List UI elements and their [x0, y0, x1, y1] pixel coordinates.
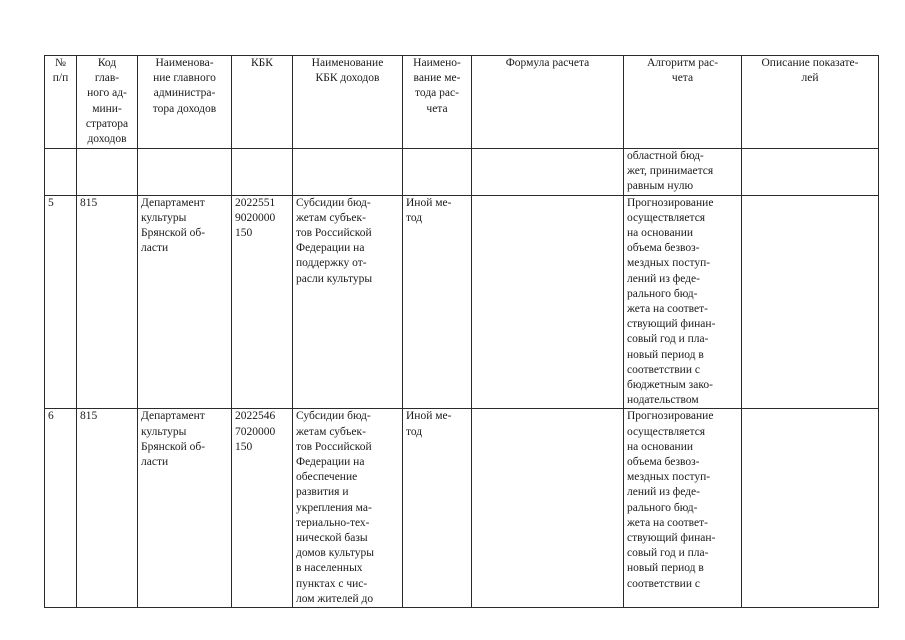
cell-kbk-name [293, 409, 403, 608]
cell-text-line: Субсидии бюд- [296, 410, 371, 423]
table-header-row [45, 56, 879, 149]
cell-kbk [232, 409, 293, 608]
cell-text-line: ние главного [153, 72, 216, 85]
cell-text-line: КБК доходов [315, 72, 380, 85]
cell-text-line: бюджетным зако- [627, 379, 713, 392]
cell-kbk [232, 149, 293, 196]
cell-text-line: тод [406, 211, 423, 224]
cell-admin [138, 195, 232, 409]
cell-text-line: обеспечение [296, 471, 358, 484]
cell-text-line: териально-тех- [296, 516, 370, 529]
cell-text-line: культуры [141, 211, 187, 224]
cell-text-line: объема безвоз- [627, 242, 700, 255]
cell-text-line: Федерации на [296, 456, 365, 469]
cell-text-line: поддержку от- [296, 257, 367, 270]
cell-text-line: укрепления ма- [296, 501, 372, 514]
cell-text-line: в населенных [296, 562, 363, 575]
cell-text-line: п/п [52, 72, 69, 85]
cell-text-line: равным нулю [627, 180, 694, 193]
cell-text-line: Департамент [141, 196, 205, 209]
cell-kbk [232, 195, 293, 409]
header-num [45, 56, 77, 149]
cell-text-line: осуществляется [627, 425, 706, 438]
cell-text-line: тов Российской [296, 440, 372, 453]
cell-text-line: тода рас- [415, 87, 459, 100]
cell-text-line: чета [426, 102, 448, 115]
cell-text-line: объема безвоз- [627, 456, 700, 469]
cell-text-line: 2022551 [235, 196, 276, 209]
header-description [742, 56, 879, 149]
cell-algorithm [624, 409, 742, 608]
cell-text-line: Брянской об- [141, 227, 206, 240]
cell-text-line: тов Российской [296, 227, 372, 240]
cell-text-line: жетам субъек- [296, 211, 366, 224]
cell-admin [138, 409, 232, 608]
cell-method [403, 149, 472, 196]
cell-text-line: Департамент [141, 410, 205, 423]
cell-description [742, 409, 879, 608]
cell-description [742, 195, 879, 409]
cell-text-line: чета [671, 72, 694, 85]
cell-text-line: нодательством [627, 394, 699, 407]
cell-text-line: Прогнозирование [627, 196, 714, 209]
header-formula [472, 56, 624, 149]
cell-kbk-name [293, 195, 403, 409]
cell-text-line: жетам субъек- [296, 425, 366, 438]
cell-text-line: ствующий финан- [627, 318, 716, 331]
cell-text-line: жета на соответ- [627, 303, 708, 316]
cell-text-line: Иной ме- [406, 196, 452, 209]
cell-text-line: соответствии с [627, 577, 700, 590]
cell-text-line: культуры [141, 425, 187, 438]
cell-method [403, 195, 472, 409]
cell-text-line: домов культуры [296, 547, 375, 560]
revenue-forecast-table [44, 55, 879, 608]
cell-text-line: ласти [141, 242, 169, 255]
cell-text-line: ного ад- [87, 87, 127, 100]
cell-text-line: № [55, 57, 66, 69]
cell-num: 6 [45, 409, 77, 608]
cell-text-line: на основании [627, 440, 694, 453]
cell-text-line: 9020000 [235, 211, 276, 224]
table-row-continuation [45, 149, 879, 196]
cell-text-line: Код [97, 57, 117, 69]
cell-formula [472, 149, 624, 196]
cell-text-line: рального бюд- [627, 287, 698, 300]
cell-text-line: стратора [85, 117, 129, 130]
cell-text-line: ласти [141, 456, 169, 469]
cell-algorithm [624, 149, 742, 196]
cell-text-line: Описание показате- [761, 57, 859, 69]
cell-formula [472, 409, 624, 608]
cell-text-line: совый год и пла- [627, 547, 709, 560]
cell-text-line: развития и [296, 486, 349, 499]
table-row [45, 195, 879, 409]
cell-code: 815 [77, 195, 138, 409]
cell-text-line: Субсидии бюд- [296, 196, 371, 209]
cell-text-line: Формула расчета [505, 57, 590, 69]
cell-text-line: лом жителей до [296, 592, 374, 605]
cell-text-line: вание ме- [413, 72, 461, 85]
cell-kbk-name [293, 149, 403, 196]
cell-text-line: КБК [251, 57, 273, 69]
cell-text-line: 150 [235, 440, 253, 453]
cell-text-line: Наименова- [155, 57, 214, 69]
cell-text-line: новый период в [627, 348, 704, 361]
cell-text-line: пунктах с чис- [296, 577, 368, 590]
cell-text-line: осуществляется [627, 211, 706, 224]
cell-text-line: тора доходов [152, 102, 217, 115]
cell-num: 5 [45, 195, 77, 409]
cell-text-line: Алгоритм рас- [646, 57, 719, 69]
cell-text-line: мездных поступ- [627, 471, 711, 484]
cell-text-line: ствующий финан- [627, 532, 716, 545]
cell-description [742, 149, 879, 196]
cell-text-line: Брянской об- [141, 440, 206, 453]
cell-text-line: 2022546 [235, 410, 276, 423]
cell-text-line: Федерации на [296, 242, 365, 255]
cell-text-line: расли культуры [296, 272, 373, 285]
cell-text-line: Наимено- [413, 57, 461, 69]
header-method [403, 56, 472, 149]
cell-text-line: 7020000 [235, 425, 276, 438]
header-admin-name [138, 56, 232, 149]
header-kbk-name [293, 56, 403, 149]
cell-text-line: мездных поступ- [627, 257, 711, 270]
cell-text-line: областной бюд- [627, 150, 704, 162]
cell-text-line: нической базы [296, 532, 368, 545]
cell-text-line: мини- [92, 102, 122, 115]
cell-text-line: лей [801, 72, 819, 85]
cell-text-line: рального бюд- [627, 501, 698, 514]
cell-text-line: совый год и пла- [627, 333, 709, 346]
cell-text-line: лений из феде- [627, 486, 700, 499]
cell-text-line: на основании [627, 227, 694, 240]
header-algorithm [624, 56, 742, 149]
cell-text-line: глав- [94, 72, 120, 85]
cell-text-line: Иной ме- [406, 410, 452, 423]
cell-text-line: жет, принимается [627, 165, 714, 178]
cell-text-line: новый период в [627, 562, 704, 575]
cell-text-line: соответствии с [627, 363, 700, 376]
cell-text-line: лений из феде- [627, 272, 700, 285]
cell-text-line: доходов [87, 133, 127, 146]
table-row [45, 409, 879, 608]
cell-admin [138, 149, 232, 196]
cell-code: 815 [77, 409, 138, 608]
cell-text-line: Прогнозирование [627, 410, 714, 423]
cell-text-line: 150 [235, 227, 253, 240]
cell-formula [472, 195, 624, 409]
cell-text-line: администра- [153, 87, 216, 100]
cell-text-line: жета на соответ- [627, 516, 708, 529]
cell-num [45, 149, 77, 196]
cell-text-line: тод [406, 425, 423, 438]
cell-algorithm [624, 195, 742, 409]
header-admin-code [77, 56, 138, 149]
cell-code [77, 149, 138, 196]
cell-method [403, 409, 472, 608]
cell-text-line: Наименование [311, 57, 384, 69]
header-kbk [232, 56, 293, 149]
